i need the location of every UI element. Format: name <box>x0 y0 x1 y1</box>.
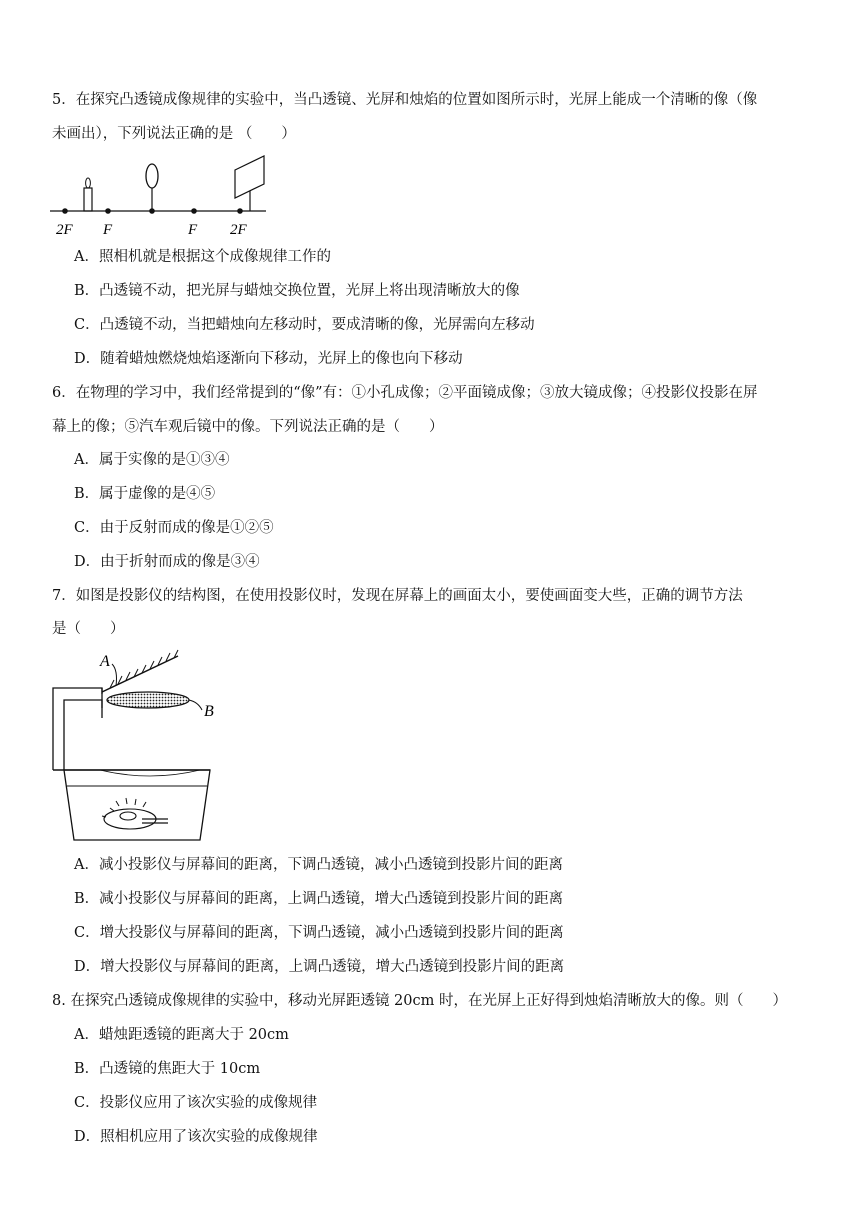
q7-option-d: D．增大投影仪与屏幕间的距离，上调凸透镜，增大凸透镜到投影片间的距离 <box>74 959 565 975</box>
candle-flame <box>86 178 91 188</box>
point-2f-right <box>237 208 243 214</box>
plane-mirror-a <box>102 656 178 692</box>
q6-stem-line1: 6．在物理的学习中，我们经常提到的“像”有：①小孔成像；②平面镜成像；③放大镜成像；④投影仪投影在屏 <box>52 385 758 401</box>
label-f-left: F <box>103 222 113 238</box>
projector-box <box>64 770 210 840</box>
label-f-right: F <box>188 222 198 238</box>
label-b: B <box>204 703 214 720</box>
q6-option-b: B．属于虚像的是④⑤ <box>74 486 216 502</box>
q6-option-a: A．属于实像的是①③④ <box>74 452 230 468</box>
q8-option-a: A．蜡烛距透镜的距离大于 20cm <box>74 1027 289 1043</box>
q8-option-d: D．照相机应用了该次实验的成像规律 <box>74 1129 318 1145</box>
label-2f-left: 2F <box>56 222 73 238</box>
point-lens-center <box>149 208 155 214</box>
q5-option-a: A．照相机就是根据这个成像规律工作的 <box>74 249 331 265</box>
point-2f-left <box>62 208 68 214</box>
lamp-icon <box>102 798 168 829</box>
q6-option-c: C．由于反射而成的像是①②⑤ <box>74 520 274 536</box>
q8-option-c: C．投影仪应用了该次实验的成像规律 <box>74 1095 318 1111</box>
candle <box>84 188 92 211</box>
q5-lens-figure <box>48 152 278 238</box>
q5-stem-line1: 5．在探究凸透镜成像规律的实验中，当凸透镜、光屏和烛焰的位置如图所示时，光屏上能成一个清晰的像（像 <box>52 92 758 108</box>
label-a: A <box>100 653 110 670</box>
q8-option-b: B．凸透镜的焦距大于 10cm <box>74 1061 261 1077</box>
convex-lens <box>146 164 158 188</box>
point-f-left <box>105 208 111 214</box>
label-2f-right: 2F <box>230 222 247 238</box>
q6-stem-line2: 幕上的像；⑤汽车观后镜中的像。下列说法正确的是（ ） <box>52 419 444 435</box>
q6-option-d: D．由于折射而成的像是③④ <box>74 554 260 570</box>
q5-option-c: C．凸透镜不动，当把蜡烛向左移动时，要成清晰的像，光屏需向左移动 <box>74 317 535 333</box>
q7-stem-line1: 7．如图是投影仪的结构图，在使用投影仪时，发现在屏幕上的画面太小，要使画面变大些，正确的调节方法 <box>52 588 743 604</box>
q7-option-c: C．增大投影仪与屏幕间的距离，下调凸透镜，减小凸透镜到投影片间的距离 <box>74 925 564 941</box>
q8-stem-line1: 8. 在探究凸透镜成像规律的实验中，移动光屏距透镜 20cm 时，在光屏上正好得到烛焰清晰放大的像。则（ ） <box>52 993 787 1009</box>
q7-stem-line2: 是（ ） <box>52 621 125 637</box>
q5-option-d: D．随着蜡烛燃烧烛焰逐渐向下移动，光屏上的像也向下移动 <box>74 351 463 367</box>
q7-option-a: A．减小投影仪与屏幕间的距离，下调凸透镜，减小凸透镜到投影片间的距离 <box>74 857 563 873</box>
q5-stem-line2: 未画出），下列说法正确的是 （ ） <box>52 126 296 142</box>
q7-option-b: B．减小投影仪与屏幕间的距离，上调凸透镜，增大凸透镜到投影片间的距离 <box>74 891 564 907</box>
q7-projector-figure <box>50 648 230 844</box>
q5-option-b: B．凸透镜不动，把光屏与蜡烛交换位置，光屏上将出现清晰放大的像 <box>74 283 520 299</box>
point-f-right <box>191 208 197 214</box>
convex-lens-b <box>107 692 189 708</box>
